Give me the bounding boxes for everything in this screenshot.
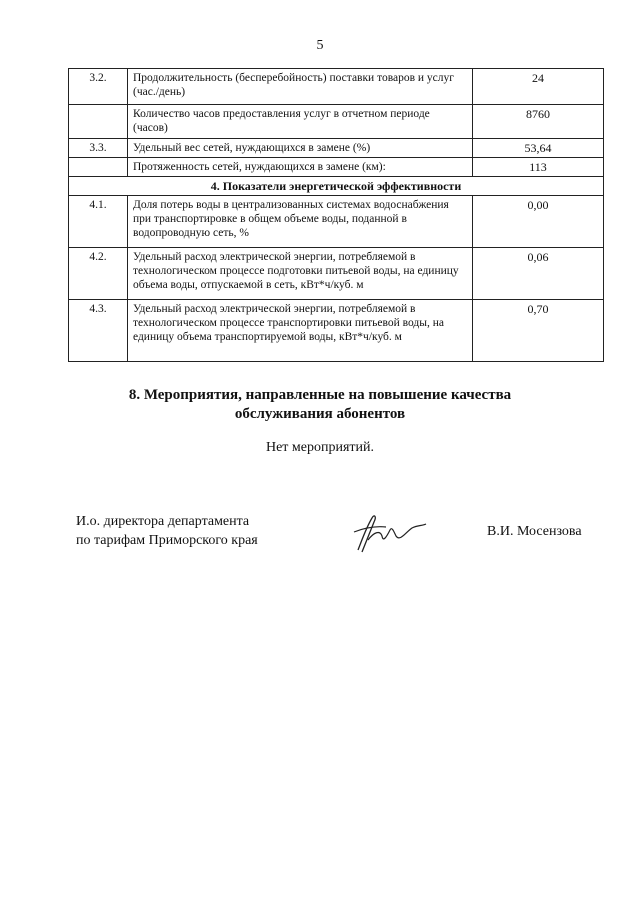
row-description-cell: Удельный расход электрической энергии, потребляемой в технологическом процессе подготовки питьевой воды, на единицу объема воды, отпускаемой в сеть, кВт*ч/куб. м <box>128 248 473 300</box>
section-header-cell: 4. Показатели энергетической эффективности <box>69 177 604 196</box>
table-row <box>69 196 604 248</box>
table-row <box>69 139 604 158</box>
row-value-cell: 53,64 <box>473 139 604 158</box>
indicators-table <box>68 68 604 362</box>
row-value-cell: 0,00 <box>473 196 604 248</box>
row-description-cell: Количество часов предоставления услуг в отчетном периоде (часов) <box>128 105 473 139</box>
row-number-cell <box>69 158 128 177</box>
row-description-cell: Продолжительность (бесперебойность) поставки товаров и услуг (час./день) <box>128 69 473 105</box>
row-number-cell: 3.2. <box>69 69 128 105</box>
section-8-heading <box>0 386 640 424</box>
signer-name: В.И. Мосензова <box>487 524 582 539</box>
section-8-heading-line-2: обслуживания абонентов <box>234 406 406 422</box>
row-value-cell: 8760 <box>473 105 604 139</box>
row-description-cell: Удельный вес сетей, нуждающихся в замене (%) <box>128 139 473 158</box>
no-events-text: Нет мероприятий. <box>265 440 375 455</box>
signer-title <box>76 512 258 550</box>
row-number-cell: 4.2. <box>69 248 128 300</box>
row-value-cell: 0,70 <box>473 300 604 362</box>
handwritten-signature <box>350 510 430 556</box>
table-row <box>69 158 604 177</box>
page-number: 5 <box>316 38 324 53</box>
row-description-cell: Удельный расход электрической энергии, потребляемой в технологическом процессе транспортировки питьевой воды, на единицу объема транспортируемой воды, кВт*ч/куб. м <box>128 300 473 362</box>
row-number-cell: 4.3. <box>69 300 128 362</box>
row-description-cell: Протяженность сетей, нуждающихся в замене (км): <box>128 158 473 177</box>
row-number-cell: 3.3. <box>69 139 128 158</box>
section-header-row <box>69 177 604 196</box>
table-row <box>69 248 604 300</box>
row-number-cell <box>69 105 128 139</box>
table-row <box>69 69 604 105</box>
row-number-cell: 4.1. <box>69 196 128 248</box>
table-row <box>69 105 604 139</box>
section-8-heading-line-1: 8. Мероприятия, направленные на повышение качества <box>128 387 512 403</box>
signer-title-line-1: И.о. директора департамента <box>76 514 250 529</box>
table-row <box>69 300 604 362</box>
signer-title-line-2: по тарифам Приморского края <box>76 533 258 548</box>
row-value-cell: 0,06 <box>473 248 604 300</box>
row-value-cell: 113 <box>473 158 604 177</box>
row-value-cell: 24 <box>473 69 604 105</box>
row-description-cell: Доля потерь воды в централизованных системах водоснабжения при транспортировке в общем объеме воды, поданной в водопроводную сеть, % <box>128 196 473 248</box>
indicators-table-body <box>69 69 604 362</box>
